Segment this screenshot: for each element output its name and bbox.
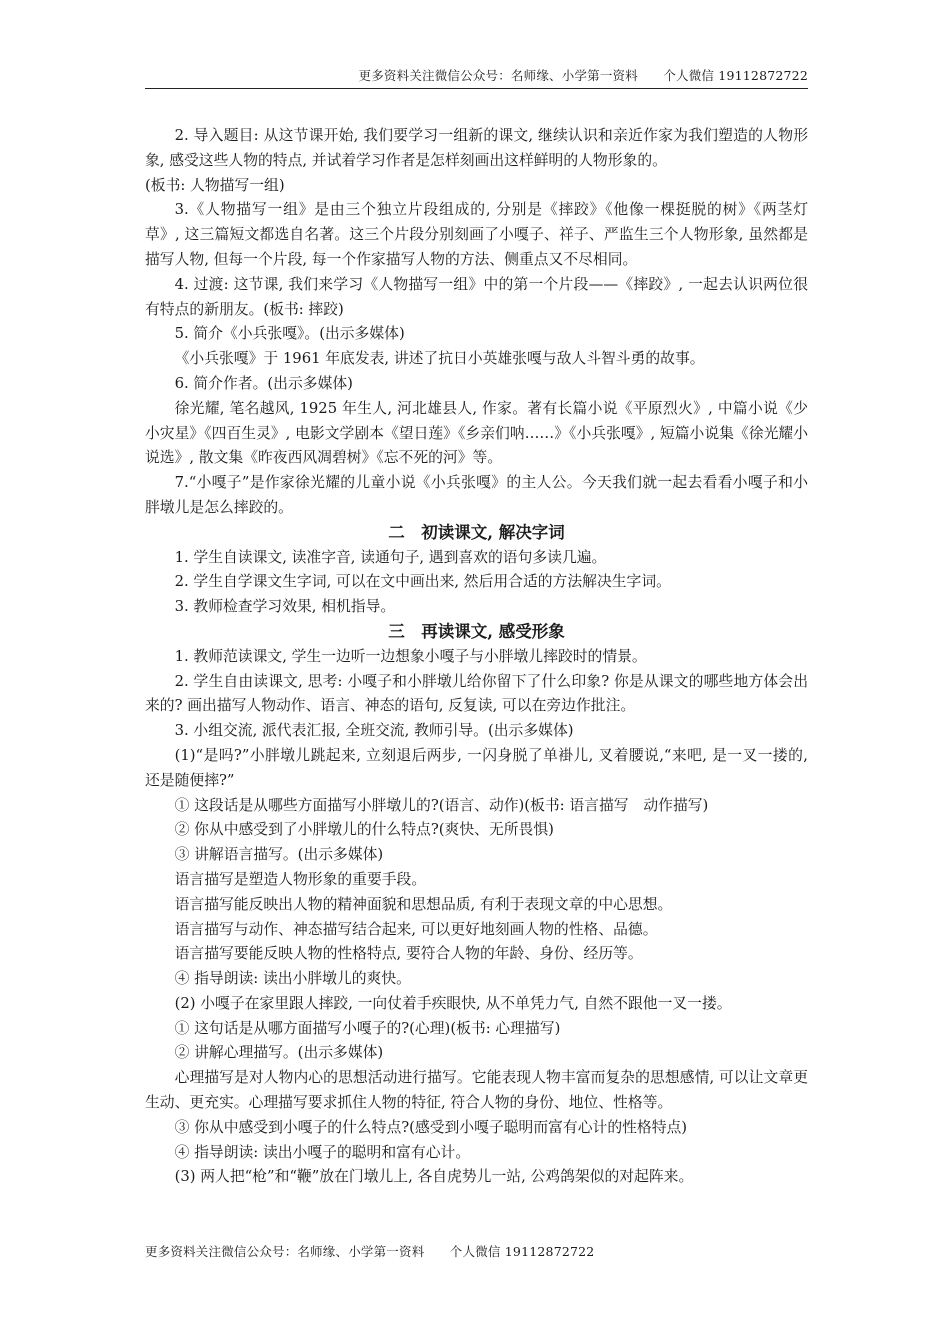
paragraph-intro-topic: 2. 导入题目: 从这节课开始, 我们要学习一组新的课文, 继续认识和亲近作家为我们塑造的人物形象, 感受这些人物的特点, 并试着学习作者是怎样刻画出这样鲜明的人物形象的。 (145, 127, 808, 169)
paragraph-transition: 4. 过渡: 这节课, 我们来学习《人物描写一组》中的第一个片段——《摔跤》, 一起去认识两位很有特点的新朋友。(板书: 摔跤) (145, 275, 808, 318)
paragraph-question-2: ② 你从中感受到了小胖墩儿的什么特点?(爽快、无所畏惧) (174, 821, 554, 839)
paragraph-question-6: ② 讲解心理描写。(出示多媒体) (174, 1044, 384, 1062)
paragraph-question-8: ④ 指导朗读: 读出小嘎子的聪明和富有心计。 (174, 1143, 471, 1161)
paragraph-self-study: 2. 学生自学课文生字词, 可以在文中画出来, 然后用合适的方法解决生字词。 (174, 573, 671, 591)
paragraph-question-1: ① 这段话是从哪些方面描写小胖墩儿的?(语言、动作)(板书: 语言描写 动作描写) (174, 796, 709, 814)
paragraph-board-note: (板书: 人物描写一组) (145, 176, 285, 194)
paragraph-protagonist: 7.“小嘎子”是作家徐光耀的儿童小说《小兵张嘎》的主人公。今天我们就一起去看看小嘎子和小胖墩儿是怎么摔跤的。 (145, 474, 808, 516)
paragraph-model-reading: 1. 教师范读课文, 学生一边听一边想象小嘎子与小胖墩儿摔跤时的情景。 (174, 647, 647, 665)
section-title-2: 二 初读课文, 解决字词 (388, 522, 565, 542)
paragraph-self-reading: 1. 学生自读课文, 读准字音, 读通句子, 遇到喜欢的语句多读几遍。 (174, 548, 607, 566)
paragraph-language-desc-2: 语言描写能反映出人物的精神面貌和思想品质, 有利于表现文章的中心思想。 (174, 895, 673, 913)
paragraph-book-intro-heading: 5. 简介《小兵张嘎》。(出示多媒体) (174, 325, 405, 343)
paragraph-question-3: ③ 讲解语言描写。(出示多媒体) (174, 846, 384, 864)
paragraph-language-desc-4: 语言描写要能反映人物的性格特点, 要符合人物的年龄、身份、经历等。 (174, 945, 643, 963)
paragraph-free-reading: 2. 学生自由读课文, 思考: 小嘎子和小胖墩儿给你留下了什么印象? 你是从课文的哪些地方体会出来的? 画出描写人物动作、语言、神态的语句, 反复读, 可以在旁边作批注。 (145, 672, 808, 715)
paragraph-question-5: ① 这句话是从哪方面描写小嘎子的?(心理)(板书: 心理描写) (174, 1019, 561, 1037)
paragraph-teacher-check: 3. 教师检查学习效果, 相机指导。 (174, 598, 396, 616)
paragraph-question-4: ④ 指导朗读: 读出小胖墩儿的爽快。 (174, 970, 411, 988)
document-body (145, 124, 808, 1190)
paragraph-question-7: ③ 你从中感受到小嘎子的什么特点?(感受到小嘎子聪明而富有心计的性格特点) (174, 1118, 688, 1136)
paragraph-quote-1: (1)“是吗?”小胖墩儿跳起来, 立刻退后两步, 一闪身脱了单褂儿, 叉着腰说,“来吧, 是一叉一搂的, 还是随便摔?” (145, 746, 808, 789)
paragraph-author-intro: 徐光耀, 笔名越风, 1925 年生人, 河北雄县人, 作家。著有长篇小说《平原烈火》, 中篇小说《少小灾星》《四百生灵》, 电影文学剧本《望日莲》《乡亲们呐……》《小兵张嘎》, 短篇小说集《徐光耀小说选》, 散文集《昨夜西风凋碧树》《忘不死的河》等。 (145, 399, 808, 467)
paragraph-language-desc-1: 语言描写是塑造人物形象的重要手段。 (174, 870, 427, 888)
paragraph-quote-2: (2) 小嘎子在家里跟人摔跤, 一向仗着手疾眼快, 从不单凭力气, 自然不跟他一叉一搂。 (174, 994, 732, 1012)
paragraph-language-desc-3: 语言描写与动作、神态描写结合起来, 可以更好地刻画人物的性格、品德。 (174, 920, 658, 938)
paragraph-group-discussion: 3. 小组交流, 派代表汇报, 全班交流, 教师引导。(出示多媒体) (174, 722, 574, 740)
paragraph-author-intro-heading: 6. 简介作者。(出示多媒体) (174, 374, 353, 392)
page-header: 更多资料关注微信公众号：名师缘、小学第一资料 个人微信 19112872722 (358, 68, 808, 83)
section-title-3: 三 再读课文, 感受形象 (388, 621, 565, 641)
paragraph-group-overview: 3.《人物描写一组》是由三个独立片段组成的, 分别是《摔跤》《他像一棵挺脱的树》《两茎灯草》, 这三篇短文都选自名著。这三个片段分别刻画了小嘎子、祥子、严监生三个人物形象, 虽然都是描写人物, 但每一个片段, 每一个作家描写人物的方法、侧重点又不尽相同。 (145, 201, 808, 268)
paragraph-book-intro: 《小兵张嘎》于 1961 年底发表, 讲述了抗日小英雄张嘎与敌人斗智斗勇的故事。 (174, 350, 705, 368)
paragraph-psychology-desc: 心理描写是对人物内心的思想活动进行描写。它能表现人物丰富而复杂的思想感情, 可以让文章更生动、更充实。心理描写要求抓住人物的特征, 符合人物的身份、地位、性格等。 (145, 1069, 808, 1112)
page-footer: 更多资料关注微信公众号：名师缘、小学第一资料 个人微信 19112872722 (145, 1244, 595, 1259)
paragraph-quote-3: (3) 两人把“枪”和“鞭”放在门墩儿上, 各自虎势儿一站, 公鸡鸽架似的对起阵来。 (174, 1168, 694, 1186)
header-divider (145, 88, 808, 89)
